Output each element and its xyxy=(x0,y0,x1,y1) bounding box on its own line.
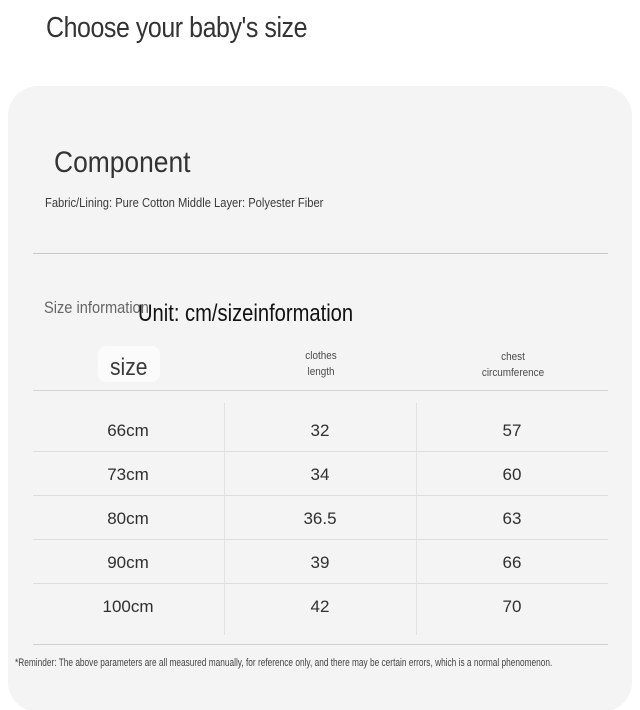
column-header-chest-circumference: chest circumference xyxy=(481,351,545,379)
size-cell: 73cm xyxy=(107,465,149,484)
row-divider xyxy=(33,451,608,452)
clothes-length-cell: 42 xyxy=(310,597,330,616)
table-header-divider xyxy=(33,390,608,391)
size-cell: 90cm xyxy=(107,553,149,572)
row-divider xyxy=(33,539,608,540)
table-bottom-divider xyxy=(33,644,608,645)
chest-circumference-cell: 57 xyxy=(502,421,522,440)
column-divider xyxy=(224,403,225,635)
column-divider xyxy=(416,403,417,635)
fabric-description: Fabric/Lining: Pure Cotton Middle Layer: Polyester Fiber xyxy=(45,195,324,210)
size-cell: 66cm xyxy=(107,421,149,440)
chest-circumference-cell: 63 xyxy=(502,509,522,528)
clothes-length-cell: 36.5 xyxy=(303,509,337,528)
size-cell: 100cm xyxy=(102,597,154,616)
chest-circumference-cell: 60 xyxy=(502,465,522,484)
clothes-length-cell: 32 xyxy=(310,421,330,440)
row-divider xyxy=(33,583,608,584)
column-header-clothes-length: clothes length xyxy=(305,350,337,378)
section-divider xyxy=(33,253,608,254)
unit-label: Unit: cm/sizeinformation xyxy=(138,300,354,327)
clothes-length-cell: 39 xyxy=(310,553,330,572)
page-title: Choose your baby's size xyxy=(46,12,308,44)
size-cell: 80cm xyxy=(107,509,149,528)
component-heading: Component xyxy=(54,146,191,179)
column-header-size: size xyxy=(110,354,148,381)
row-divider xyxy=(33,495,608,496)
clothes-length-cell: 34 xyxy=(310,465,330,484)
size-information-label: Size information xyxy=(44,298,149,317)
chest-circumference-cell: 70 xyxy=(502,597,522,616)
chest-circumference-cell: 66 xyxy=(502,553,522,572)
reminder-note: *Reminder: The above parameters are all measured manually, for reference only, and there may be certain errors, which is a normal phenomenon. xyxy=(15,657,553,669)
